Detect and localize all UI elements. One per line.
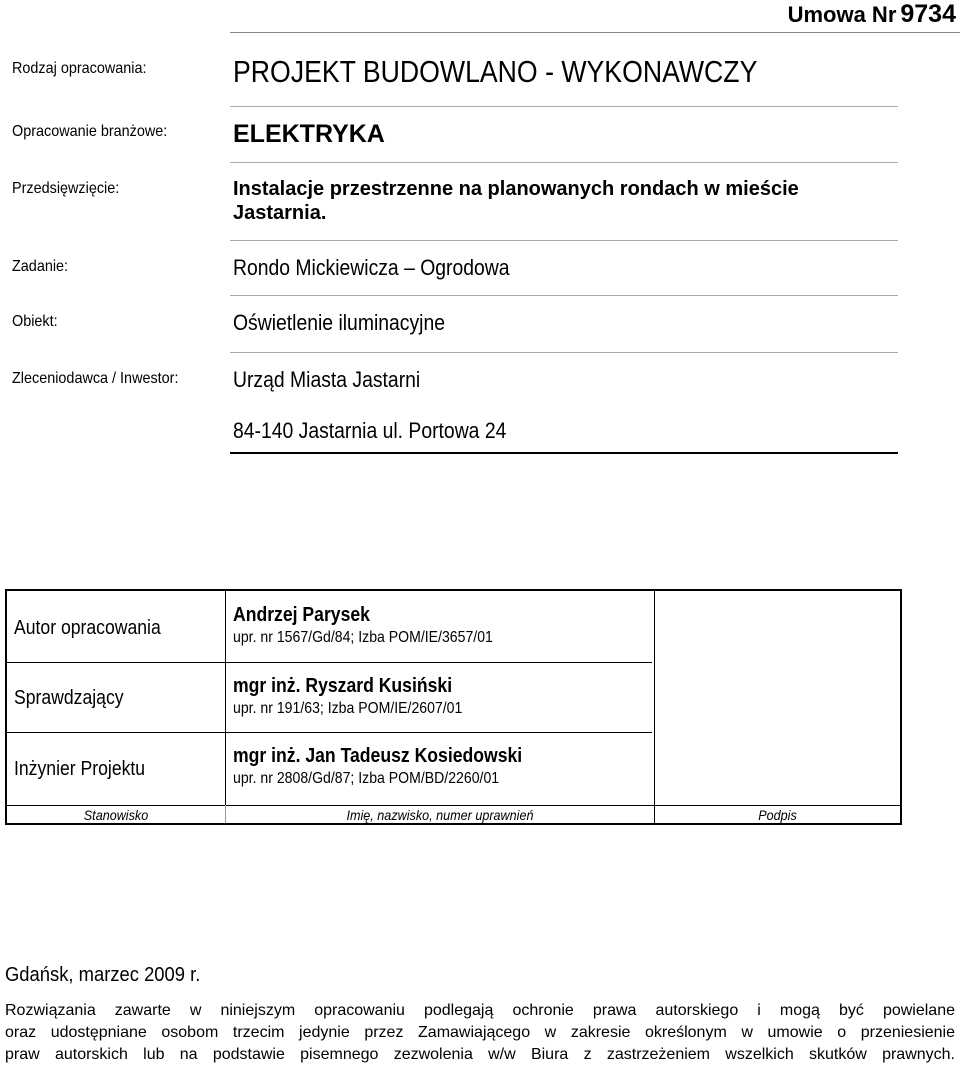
label-inwestor: Zleceniodawca / Inwestor: (12, 370, 179, 387)
value-inwestor: Urząd Miasta Jastarni (233, 367, 421, 392)
divider (7, 805, 900, 806)
divider (230, 162, 898, 163)
position-author: Autor opracowania (14, 617, 161, 639)
footer-signature: Podpis (758, 807, 797, 823)
position-checker: Sprawdzający (14, 687, 124, 709)
value-inwestor-address: 84-140 Jastarnia ul. Portowa 24 (233, 418, 507, 443)
value-branza: ELEKTRYKA (233, 120, 385, 148)
person-engineer (233, 745, 562, 788)
person-name: Andrzej Parysek (233, 604, 370, 626)
footer-name: Imię, nazwisko, numer uprawnień (346, 807, 534, 823)
position-engineer: Inżynier Projektu (14, 758, 146, 780)
person-name: mgr inż. Jan Tadeusz Kosiedowski (233, 745, 523, 767)
divider (230, 240, 898, 241)
contract-number (788, 0, 956, 29)
label-obiekt: Obiekt: (12, 313, 58, 330)
divider (230, 106, 898, 107)
divider (654, 591, 655, 823)
divider (225, 805, 226, 823)
copyright-notice (5, 1000, 955, 1066)
label-przedsiewziecie: Przedsięwzięcie: (12, 180, 120, 197)
divider (230, 295, 898, 296)
person-license: upr. nr 191/63; Izba POM/IE/2607/01 (233, 700, 463, 717)
label-zadanie: Zadanie: (12, 258, 69, 275)
divider (230, 452, 898, 454)
signature-table (5, 589, 902, 825)
divider (7, 732, 652, 733)
divider (225, 591, 226, 805)
contract-number-value: 9734 (900, 0, 956, 28)
person-name: mgr inż. Ryszard Kusiński (233, 675, 453, 697)
person-license: upr. nr 2808/Gd/87; Izba POM/BD/2260/01 (233, 770, 500, 787)
person-checker (233, 675, 494, 718)
divider (230, 32, 960, 33)
value-rodzaj: PROJEKT BUDOWLANO - WYKONAWCZY (233, 54, 758, 89)
person-license: upr. nr 1567/Gd/84; Izba POM/IE/3657/01 (233, 629, 493, 646)
copyright-line: oraz udostępniane osobom trzecim jedynie przez Zamawiającego w zakresie określonym w umowie o przeniesienie (5, 1024, 955, 1041)
person-author (233, 604, 528, 647)
copyright-line: Rozwiązania zawarte w niniejszym opracowaniu podlegają ochronie prawa autorskiego i mogą być powielane (5, 1002, 955, 1019)
value-obiekt: Oświetlenie iluminacyjne (233, 310, 445, 335)
divider (7, 662, 652, 663)
value-przedsiewziecie: Instalacje przestrzenne na planowanych rondach w mieście Jastarnia. (233, 178, 799, 224)
label-rodzaj: Rodzaj opracowania: (12, 60, 147, 77)
value-zadanie: Rondo Mickiewicza – Ogrodowa (233, 255, 510, 280)
place-date: Gdańsk, marzec 2009 r. (5, 964, 201, 986)
label-branza: Opracowanie branżowe: (12, 123, 168, 140)
contract-prefix: Umowa Nr (787, 2, 897, 27)
divider (230, 352, 898, 353)
footer-position: Stanowisko (83, 807, 149, 823)
copyright-line: praw autorskich lub na podstawie pisemnego zezwolenia w/w Biura z zastrzeżeniem wszelkich skutków prawnych. (5, 1046, 955, 1063)
